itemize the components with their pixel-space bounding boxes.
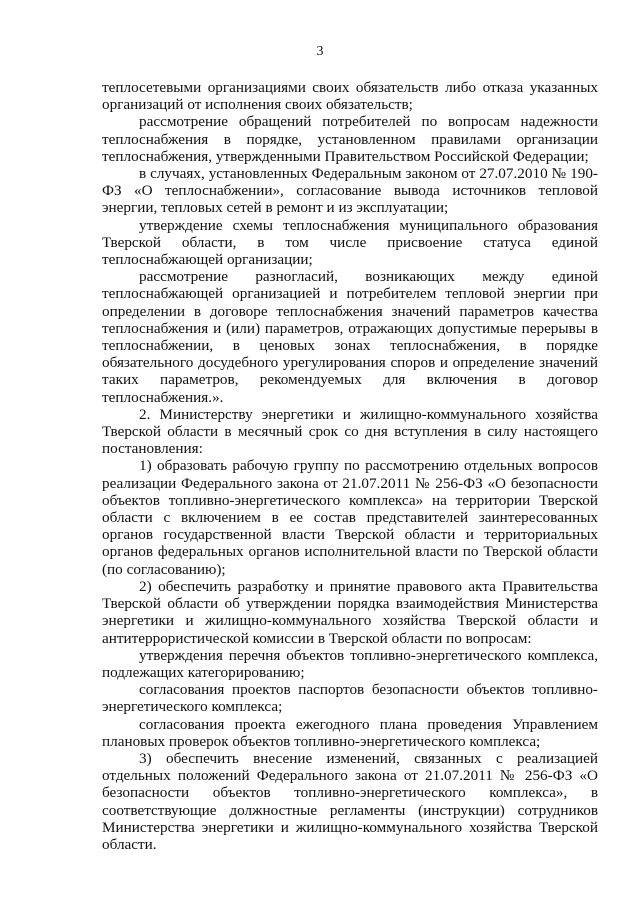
- page-number: 3: [316, 44, 324, 59]
- paragraph-item-2-sub-b: согласования проектов паспортов безопасности объектов топливно-энергетического комплекса;: [102, 681, 598, 716]
- paragraph-item-2-sub-a: утверждения перечня объектов топливно-энергетического комплекса, подлежащих категорированию;: [102, 646, 598, 681]
- paragraph-item-2: 2) обеспечить разработку и принятие правового акта Правительства Тверской области об утверждении порядка взаимодействия Министерства энергетики и жилищно-коммунального хозяйства Тверской области и антитеррористической комиссии в Тверской области по вопросам:: [102, 577, 598, 647]
- paragraph-continuation: теплосетевыми организациями своих обязательств либо отказа указанных организаций от исполнения своих обязательств;: [102, 79, 598, 114]
- paragraph-disputes: рассмотрение разногласий, возникающих между единой теплоснабжающей организацией и потребителем тепловой энергии при определении в договоре теплоснабжения значений параметров качества теплоснабжения и (или) параметров, отражающих допустимые перерывы в теплоснабжении, в ценовых зонах теплоснабжения, в порядке обязательного досудебного урегулирования споров и определение значений таких параметров, рекомендуемых для включения в договор теплоснабжения.».: [102, 268, 598, 406]
- paragraph-item-3: 3) обеспечить внесение изменений, связанных с реализацией отдельных положений Федерального закона от 21.07.2011 № 256-ФЗ «О безопасности объектов топливно-энергетического комплекса», в соответствующие должностные регламенты (инструкции) сотрудников Министерства энергетики и жилищно-коммунального хозяйства Тверской области.: [102, 749, 598, 853]
- paragraph-scheme-approval: утверждение схемы теплоснабжения муниципального образования Тверской области, в том числе присвоение статуса единой теплоснабжающей организации;: [102, 216, 598, 269]
- paragraph-reliability-complaints: рассмотрение обращений потребителей по вопросам надежности теплоснабжения в порядке, установленном правилами организации теплоснабжения, утвержденными Правительством Российской Федерации;: [102, 113, 598, 165]
- paragraph-ministry-instruction: 2. Министерству энергетики и жилищно-коммунального хозяйства Тверской области в месячный срок со дня вступления в силу настоящего постановления:: [102, 405, 598, 458]
- paragraph-item-1: 1) образовать рабочую группу по рассмотрению отдельных вопросов реализации Федерального закона от 21.07.2011 № 256-ФЗ «О безопасности объектов топливно-энергетического комплекса» на территории Тверской области с включением в ее состав представителей заинтересованных органов государственной власти Тверской области и территориальных органов федеральных органов исполнительной власти по Тверской области (по согласованию);: [102, 457, 598, 578]
- paragraph-repair-approval: в случаях, установленных Федеральным законом от 27.07.2010 № 190-ФЗ «О теплоснабжении», согласование вывода источников тепловой энергии, тепловых сетей в ремонт и из эксплуатации;: [102, 165, 598, 217]
- document-body: [102, 79, 598, 853]
- paragraph-item-2-sub-c: согласования проекта ежегодного плана проведения Управлением плановых проверок объектов топливно-энергетического комплекса;: [102, 715, 598, 750]
